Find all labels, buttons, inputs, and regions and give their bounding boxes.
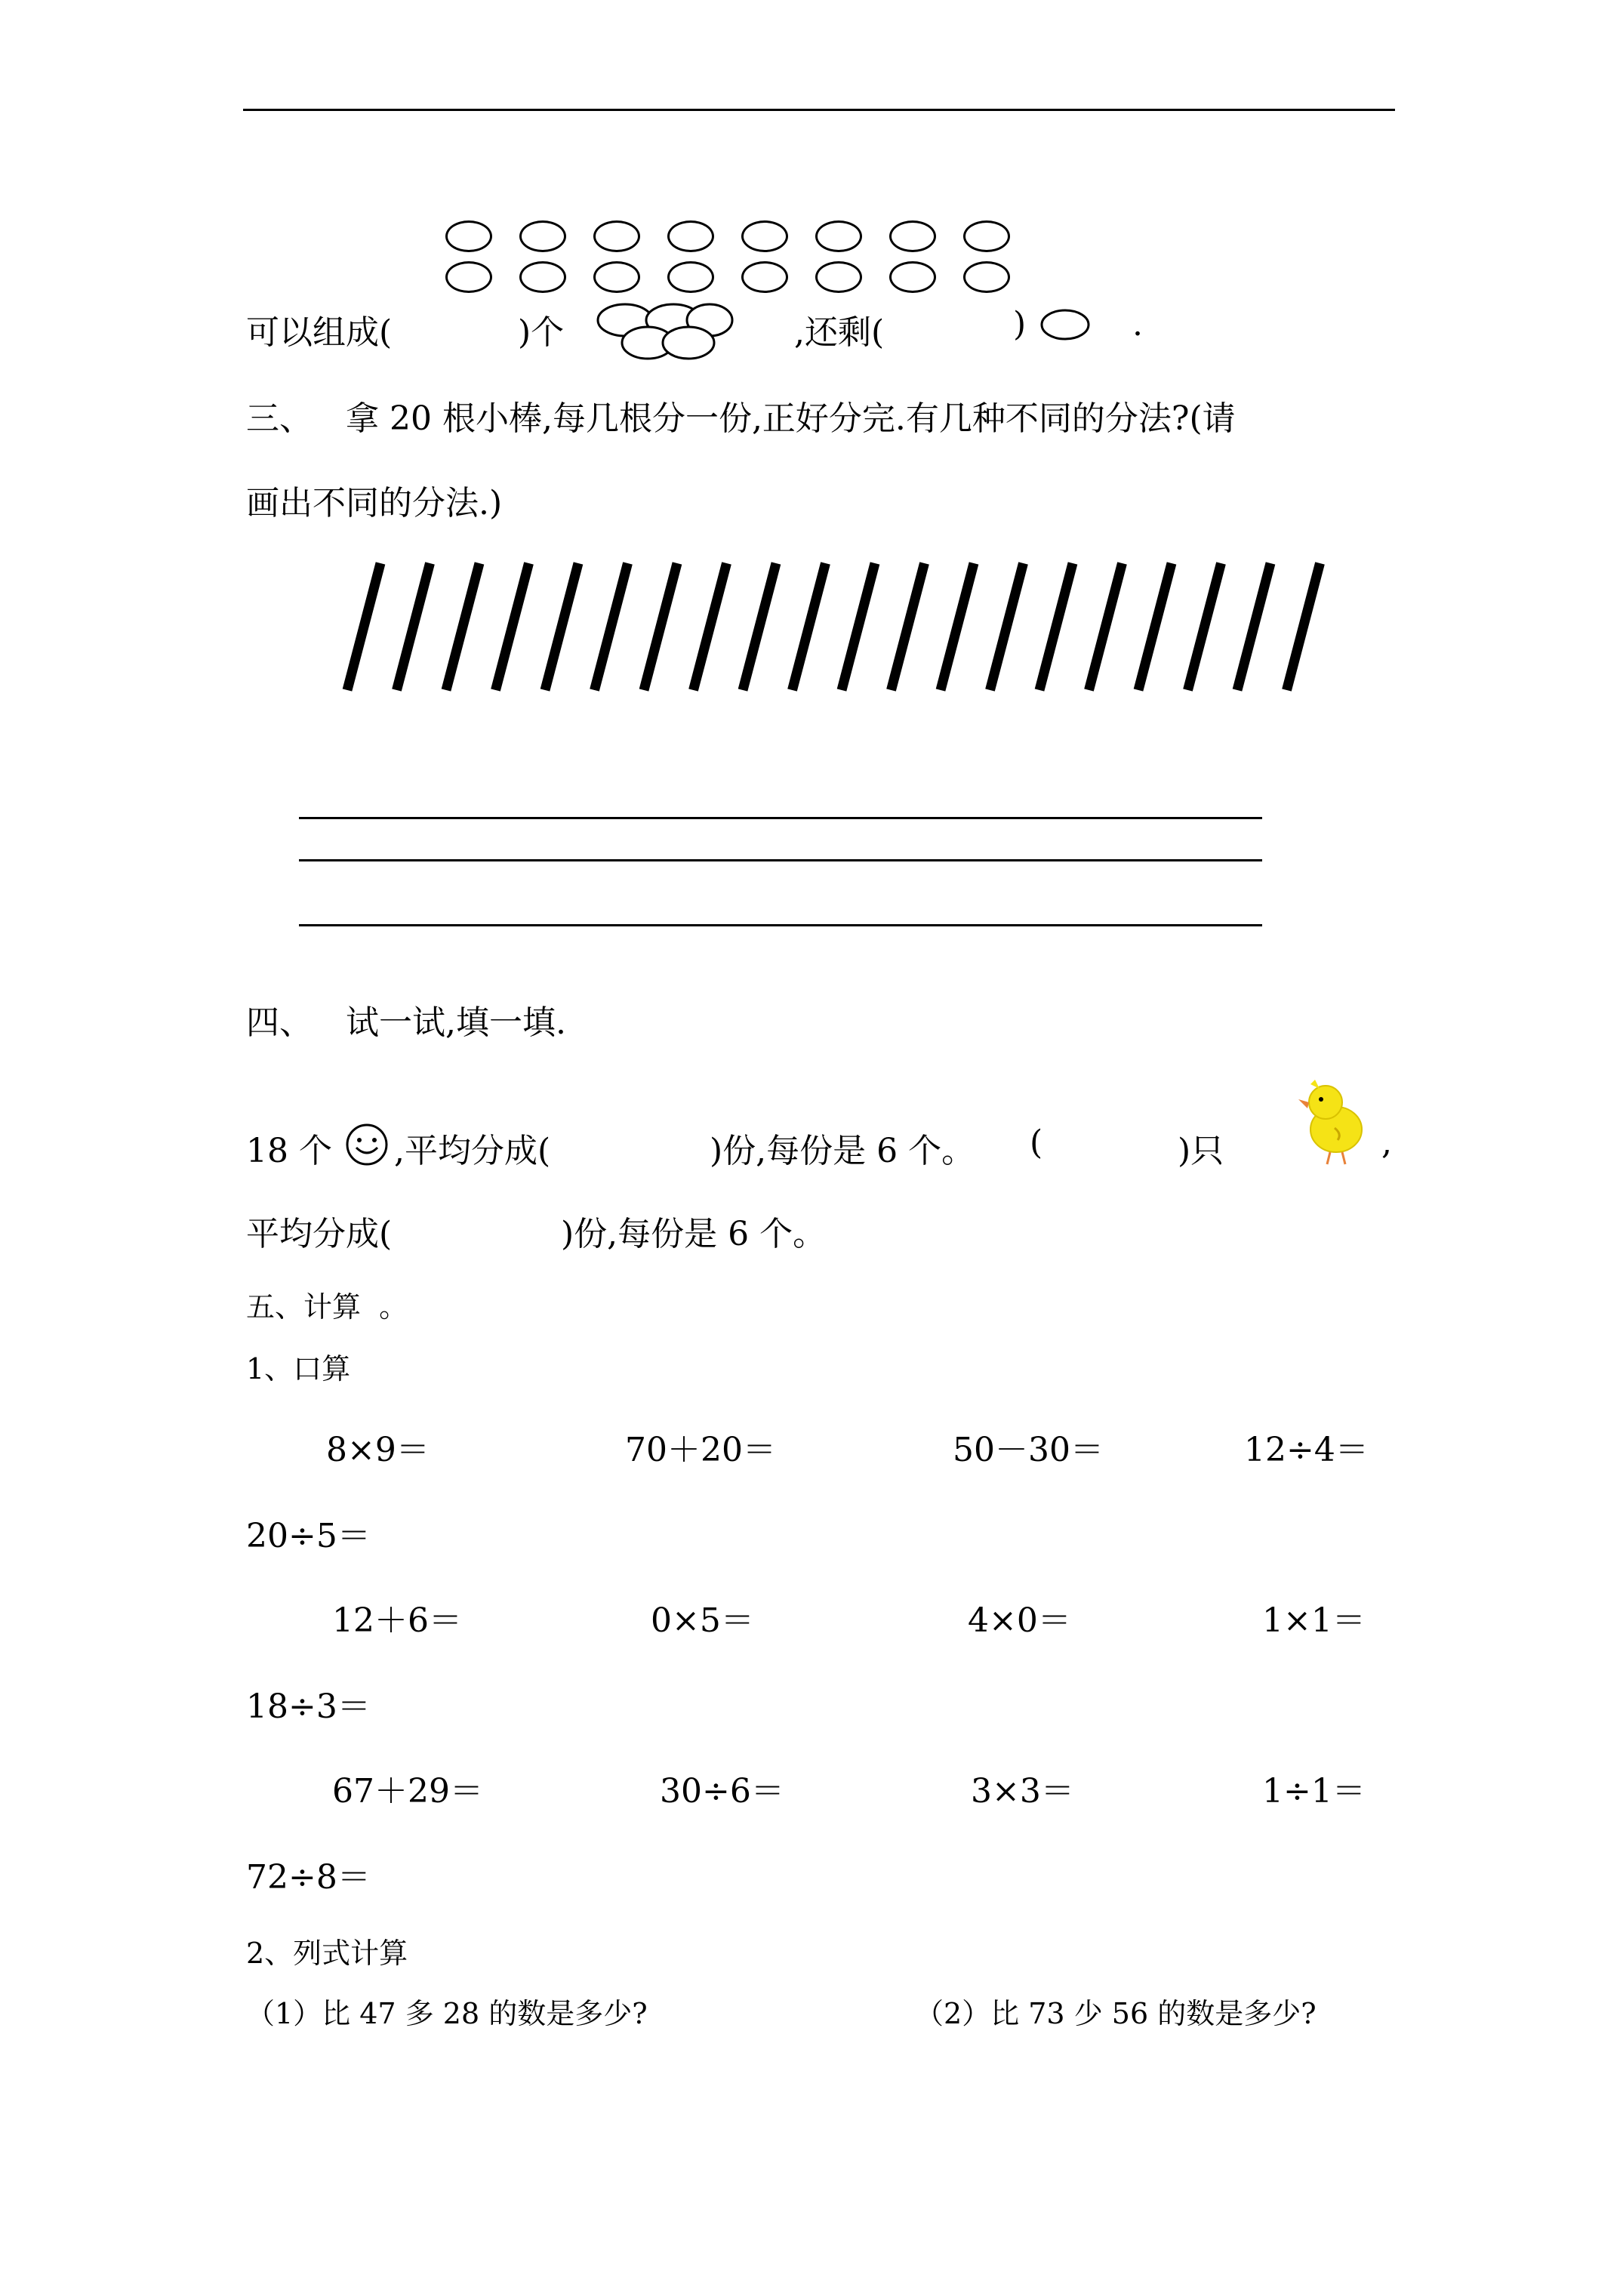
stick xyxy=(990,563,1024,690)
calc-item: 67＋29＝ xyxy=(332,1772,483,1811)
calc-item: 1÷1＝ xyxy=(1262,1772,1366,1811)
answer-line xyxy=(299,859,1262,861)
stick xyxy=(1138,563,1172,690)
answer-line xyxy=(299,817,1262,819)
section4-line1-open: ( xyxy=(1030,1123,1043,1162)
stick xyxy=(545,563,578,690)
stick xyxy=(644,563,677,690)
section3-number: 三、 xyxy=(246,399,313,438)
written-calc-heading: 2、列式计算 xyxy=(246,1937,408,1970)
group-line-remain: ,还剩( xyxy=(794,313,885,352)
stick xyxy=(595,563,628,690)
word-problem-2: （2）比 73 少 56 的数是多少? xyxy=(915,1997,1317,2030)
section5-title: 五、计算 。 xyxy=(246,1290,408,1324)
group-line-close: ) xyxy=(1013,305,1027,344)
stick xyxy=(1188,563,1221,690)
calc-item: 8×9＝ xyxy=(326,1431,430,1469)
group-line-mid: )个 xyxy=(518,313,565,352)
section4-line1-divide: ,平均分成( xyxy=(394,1132,551,1170)
calc-item: 18÷3＝ xyxy=(246,1687,371,1726)
oral-calc-heading: 1、口算 xyxy=(246,1352,351,1385)
calc-item: 72÷8＝ xyxy=(246,1858,371,1897)
section3-question: 拿 20 根小棒,每几根分一份,正好分完.有几种不同的分法?(请 xyxy=(346,399,1236,438)
section4-line1-unit: )只 xyxy=(1178,1132,1224,1170)
stick xyxy=(446,563,479,690)
stick xyxy=(842,563,875,690)
calc-item: 20÷5＝ xyxy=(246,1517,371,1555)
stick xyxy=(1039,563,1073,690)
sticks-row xyxy=(0,0,1623,755)
stick xyxy=(347,563,380,690)
stick xyxy=(397,563,430,690)
calc-item: 12＋6＝ xyxy=(332,1601,462,1640)
calc-item: 4×0＝ xyxy=(968,1601,1071,1640)
calc-item: 3×3＝ xyxy=(971,1772,1074,1811)
stick xyxy=(743,563,776,690)
section4-number: 四、 xyxy=(246,1003,313,1042)
stick xyxy=(793,563,826,690)
stick xyxy=(892,563,925,690)
stick xyxy=(1089,563,1123,690)
calc-item: 70＋20＝ xyxy=(625,1431,776,1469)
section4-line1-each: )份,每份是 6 个。 xyxy=(710,1132,975,1170)
stick xyxy=(941,563,974,690)
section4-line1-count: 18 个 xyxy=(246,1132,332,1170)
group-line-end: . xyxy=(1132,305,1143,344)
calc-item: 1×1＝ xyxy=(1262,1601,1366,1640)
calc-item: 50－30＝ xyxy=(953,1431,1104,1469)
stick xyxy=(1287,563,1320,690)
smiley-icon xyxy=(344,1122,390,1167)
answer-line xyxy=(299,924,1262,926)
calc-item: 0×5＝ xyxy=(651,1601,754,1640)
stick xyxy=(694,563,727,690)
stick xyxy=(1237,563,1270,690)
word-problem-1: （1）比 47 多 28 的数是多少? xyxy=(246,1997,648,2030)
chick-icon xyxy=(1292,1077,1375,1167)
section3-question-cont: 画出不同的分法.) xyxy=(246,484,503,522)
stick xyxy=(496,563,529,690)
section4-line2: 平均分成( )份,每份是 6 个。 xyxy=(246,1215,827,1253)
calc-item: 12÷4＝ xyxy=(1244,1431,1369,1469)
group-line-prefix: 可以组成( xyxy=(246,313,393,352)
section4-title: 试一试,填一填. xyxy=(346,1003,566,1042)
calc-item: 30÷6＝ xyxy=(660,1772,784,1811)
section4-line1-comma: , xyxy=(1381,1123,1392,1162)
